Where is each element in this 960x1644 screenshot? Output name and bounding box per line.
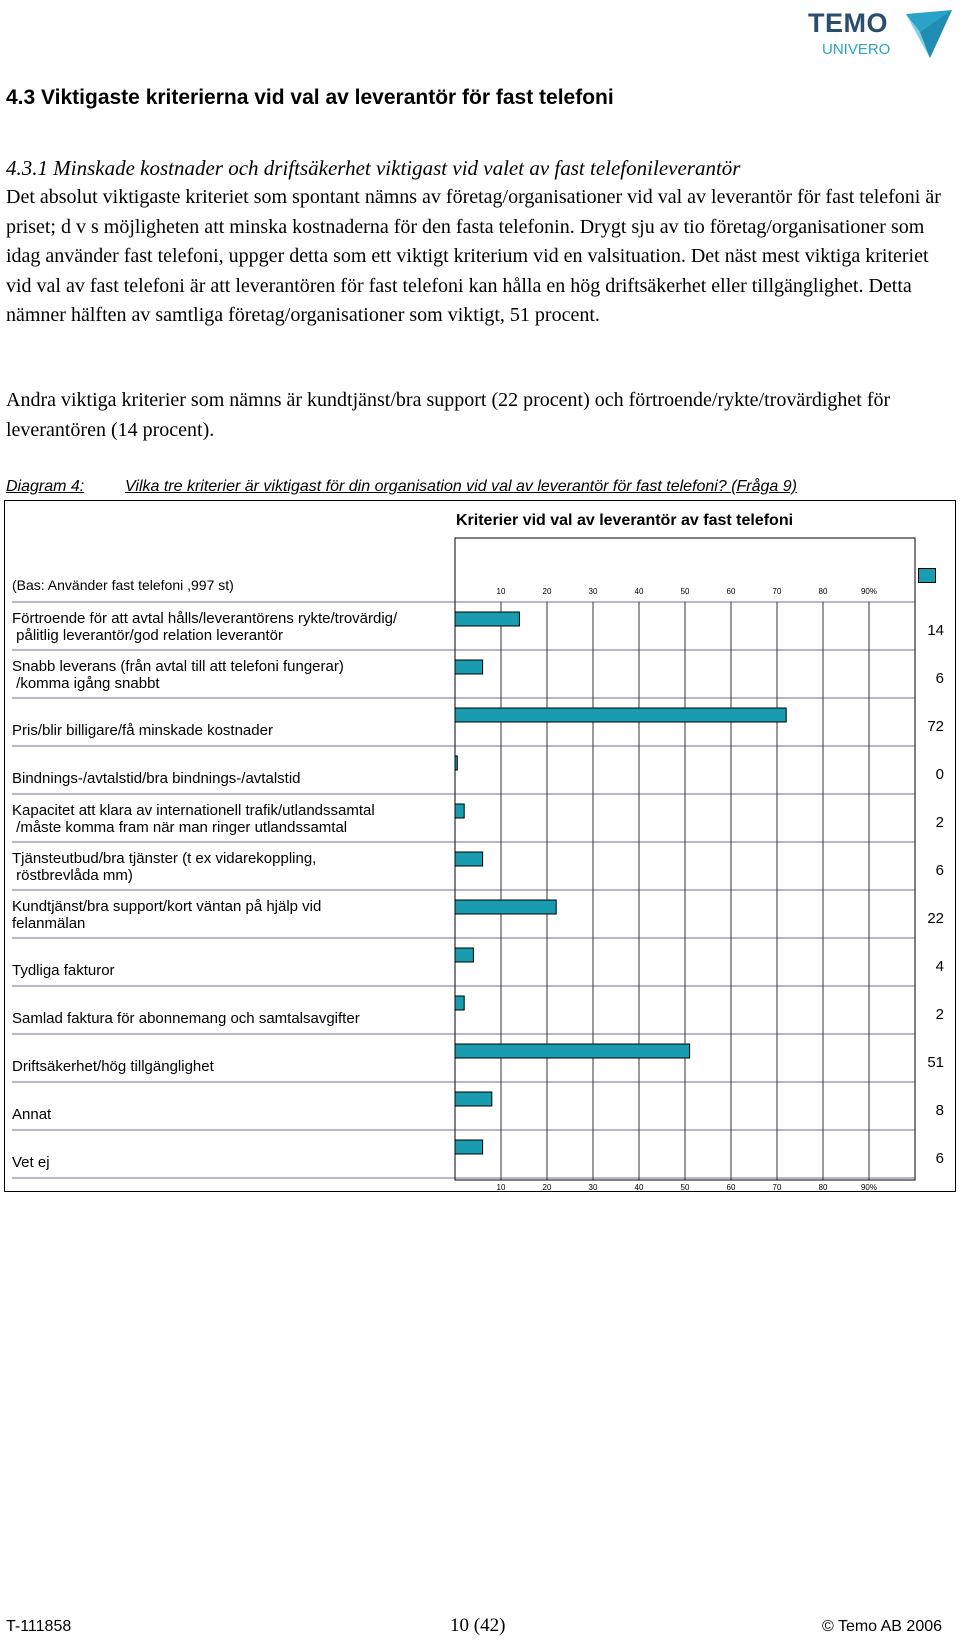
bar-0 — [455, 612, 519, 626]
value-label: 4 — [935, 958, 944, 975]
value-label: 2 — [935, 814, 944, 831]
tick-label-bottom-40: 40 — [634, 1183, 644, 1192]
value-label: 22 — [927, 910, 944, 927]
footer-doc-id: T-111858 — [6, 1618, 72, 1635]
category-label: Annat — [12, 1106, 52, 1123]
tick-label-bottom-30: 30 — [588, 1183, 598, 1192]
logo-text: TEMO — [808, 8, 888, 38]
tick-label-bottom-20: 20 — [542, 1183, 552, 1192]
caption-number: Diagram 4: — [6, 478, 85, 495]
section-heading: 4.3 Viktigaste kriterierna vid val av leverantör för fast telefoni — [6, 86, 614, 109]
category-label: Bindnings-/avtalstid/bra bindnings-/avtalstid — [12, 770, 301, 787]
value-label: 0 — [935, 766, 944, 783]
bar-10 — [455, 1092, 492, 1106]
value-label: 6 — [935, 670, 944, 687]
value-label: 6 — [935, 1150, 944, 1167]
bar-7 — [455, 948, 473, 962]
bar-5 — [455, 852, 483, 866]
category-label: Förtroende för att avtal hålls/leverantörens rykte/trovärdig/ pålitlig leverantör/god relation leverantör — [12, 610, 398, 644]
chart-title: Kriterier vid val av leverantör av fast telefoni — [456, 512, 794, 529]
paragraph-2: Andra viktiga kriterier som nämns är kundtjänst/bra support (22 procent) och förtroende/rykte/trovärdighet för leverantören (14 procent). — [6, 389, 891, 441]
category-label: Kapacitet att klara av internationell trafik/utlandssamtal /måste komma fram när man ringer utlandssamtal — [12, 802, 375, 836]
value-label: 6 — [935, 862, 944, 879]
tick-label-bottom-90: 90% — [860, 1183, 878, 1192]
bar-1 — [455, 660, 483, 674]
bar-6 — [455, 900, 556, 914]
bar-9 — [455, 1044, 690, 1058]
category-label: Samlad faktura för abonnemang och samtalsavgifter — [12, 1010, 360, 1027]
tick-label-top-70: 70 — [772, 587, 782, 596]
tick-label-top-50: 50 — [680, 587, 690, 596]
tick-label-bottom-80: 80 — [818, 1183, 828, 1192]
paragraph-1: Det absolut viktigaste kriteriet som spontant nämns av företag/organisationer vid val av leverantör för fast telefoni är priset; d v s möjligheten att minska kostnaderna för den fasta telefonin. Drygt sju av tio företag/organisationer som idag använder fast telefoni, uppger detta som ett viktigt kriterium vid en valsituation. Det näst mest viktiga kriteriet vid val av fast telefoni är att leverantören för fast telefoni kan hålla en hög driftsäkerhet eller tillgänglighet. Detta nämner hälften av samtliga företag/organisationer som viktigt, 51 procent. — [6, 186, 941, 326]
caption-text: Vilka tre kriterier är viktigast för din organisation vid val av leverantör för fast telefoni? (Fråga 9) — [125, 478, 797, 495]
tick-label-top-40: 40 — [634, 587, 644, 596]
category-label: Snabb leverans (från avtal till att telefoni fungerar) /komma igång snabbt — [12, 658, 344, 692]
tick-label-top-10: 10 — [496, 587, 506, 596]
bar-11 — [455, 1140, 483, 1154]
category-label: Tydliga fakturor — [12, 962, 115, 979]
bar-2 — [455, 708, 786, 722]
value-label: 51 — [927, 1054, 944, 1071]
tick-label-top-30: 30 — [588, 587, 598, 596]
value-label: 14 — [927, 622, 944, 639]
tick-label-top-80: 80 — [818, 587, 828, 596]
category-label: Kundtjänst/bra support/kort väntan på hjälp vid felanmälan — [12, 898, 322, 932]
tick-label-bottom-50: 50 — [680, 1183, 690, 1192]
subsection-heading: 4.3.1 Minskade kostnader och driftsäkerhet viktigast vid valet av fast telefonileverantör — [6, 156, 741, 180]
value-label: 8 — [935, 1102, 944, 1119]
bar-3 — [455, 756, 457, 770]
tick-label-top-90: 90% — [860, 587, 878, 596]
bar-8 — [455, 996, 464, 1010]
logo-subtext: UNIVERO — [822, 41, 891, 58]
tick-label-top-60: 60 — [726, 587, 736, 596]
category-label: Pris/blir billigare/få minskade kostnader — [12, 722, 273, 739]
category-label: Driftsäkerhet/hög tillgänglighet — [12, 1058, 214, 1075]
category-label: Vet ej — [12, 1154, 50, 1171]
footer-page-number: 10 (42) — [450, 1615, 506, 1636]
tick-label-top-20: 20 — [542, 587, 552, 596]
category-label: Tjänsteutbud/bra tjänster (t ex vidarekoppling, röstbrevlåda mm) — [12, 850, 317, 884]
footer-copyright: © Temo AB 2006 — [822, 1618, 943, 1635]
tick-label-bottom-10: 10 — [496, 1183, 506, 1192]
value-label: 72 — [927, 718, 944, 735]
chart-base-note: (Bas: Använder fast telefoni ,997 st) — [12, 577, 234, 593]
tick-label-bottom-60: 60 — [726, 1183, 736, 1192]
value-label: 2 — [935, 1006, 944, 1023]
bar-4 — [455, 804, 464, 818]
tick-label-bottom-70: 70 — [772, 1183, 782, 1192]
